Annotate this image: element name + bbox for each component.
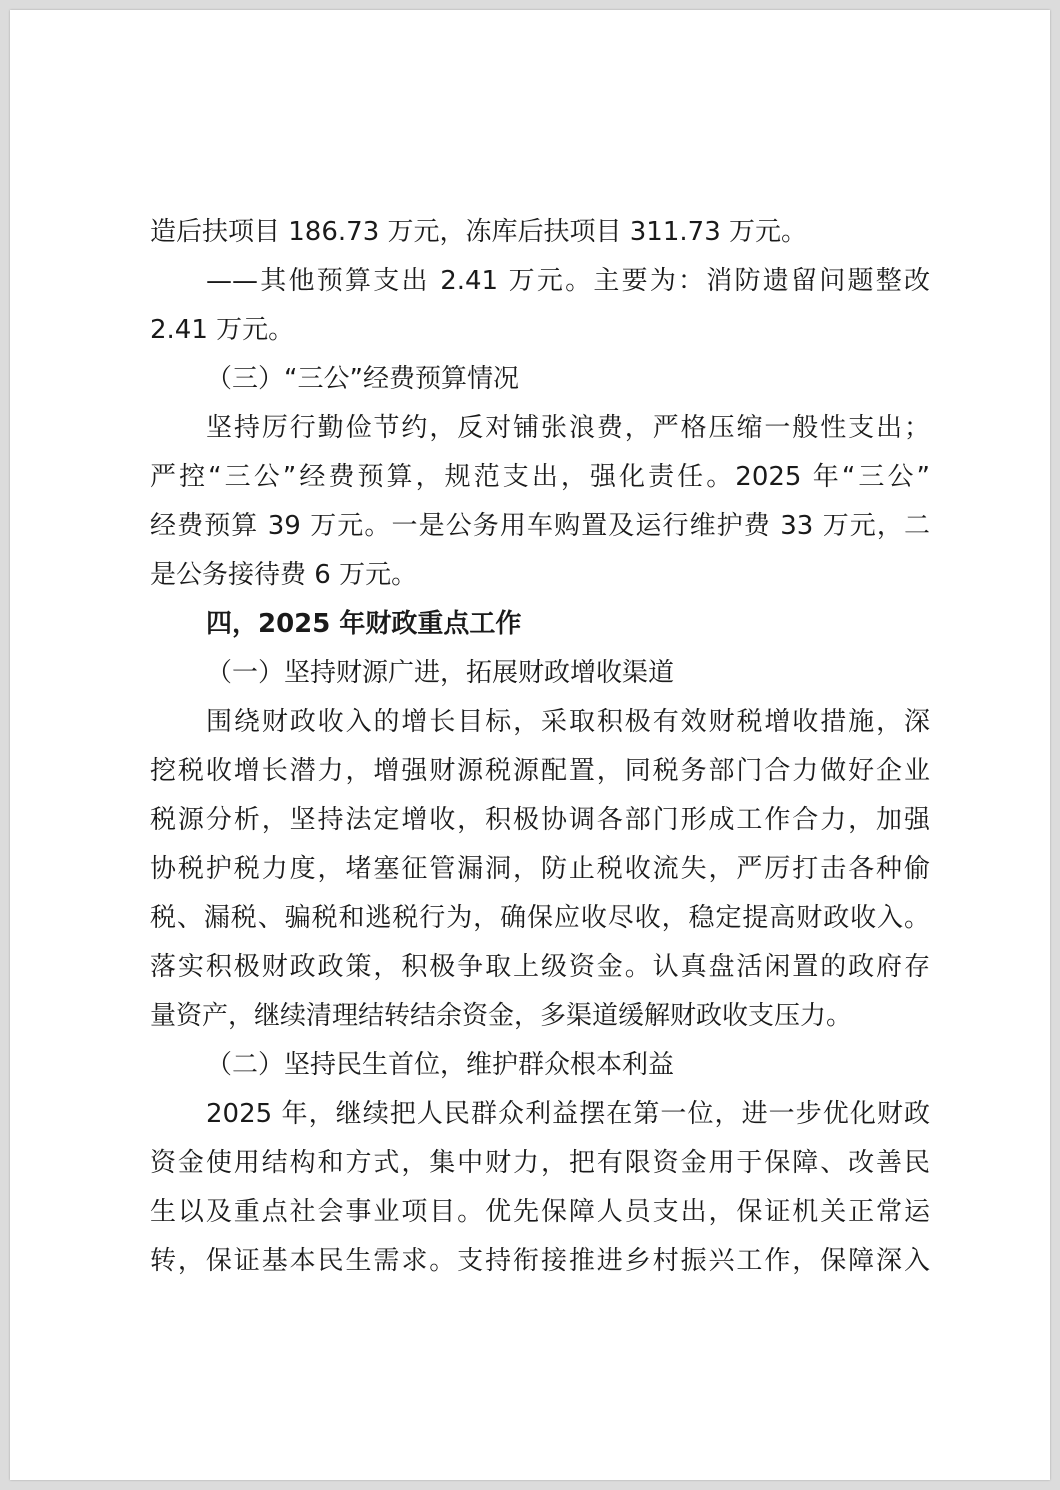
text-line: ——其他预算支出 2.41 万元。主要为：消防遗留问题整改 — [206, 266, 930, 296]
text-line: 严控“三公”经费预算，规范支出，强化责任。2025 年“三公” — [150, 462, 930, 492]
text-line: 造后扶项目 186.73 万元，冻库后扶项目 311.73 万元。 — [150, 217, 808, 247]
section-heading: 四，2025 年财政重点工作 — [206, 609, 522, 639]
text-line: 落实积极财政政策，积极争取上级资金。认真盘活闲置的政府存 — [150, 952, 930, 982]
text-line: 围绕财政收入的增长目标，采取积极有效财税增收措施，深 — [206, 707, 930, 737]
text-line: 税源分析，坚持法定增收，积极协调各部门形成工作合力，加强 — [150, 805, 930, 835]
text-line: 经费预算 39 万元。一是公务用车购置及运行维护费 33 万元，二 — [150, 511, 930, 541]
text-line: 生以及重点社会事业项目。优先保障人员支出，保证机关正常运 — [150, 1197, 930, 1227]
text-line: （一）坚持财源广进，拓展财政增收渠道 — [206, 658, 675, 688]
text-line: 2.41 万元。 — [150, 315, 295, 345]
text-line: 是公务接待费 6 万元。 — [150, 560, 418, 590]
document-page — [10, 10, 1050, 1480]
text-line: 坚持厉行勤俭节约，反对铺张浪费，严格压缩一般性支出； — [206, 413, 930, 443]
text-line: 2025 年，继续把人民群众利益摆在第一位，进一步优化财政 — [206, 1099, 930, 1129]
text-line: 协税护税力度，堵塞征管漏洞，防止税收流失，严厉打击各种偷 — [150, 854, 930, 884]
text-line: 资金使用结构和方式，集中财力，把有限资金用于保障、改善民 — [150, 1148, 930, 1178]
document-body — [150, 208, 930, 1286]
text-line: （三）“三公”经费预算情况 — [206, 364, 519, 394]
text-line: 税、漏税、骗税和逃税行为，确保应收尽收，稳定提高财政收入。 — [150, 903, 930, 933]
text-line: 转，保证基本民生需求。支持衔接推进乡村振兴工作，保障深入 — [150, 1246, 930, 1276]
text-line: 量资产，继续清理结转结余资金，多渠道缓解财政收支压力。 — [150, 1001, 853, 1031]
text-line: 挖税收增长潜力，增强财源税源配置，同税务部门合力做好企业 — [150, 756, 930, 786]
text-line: （二）坚持民生首位，维护群众根本利益 — [206, 1050, 675, 1080]
